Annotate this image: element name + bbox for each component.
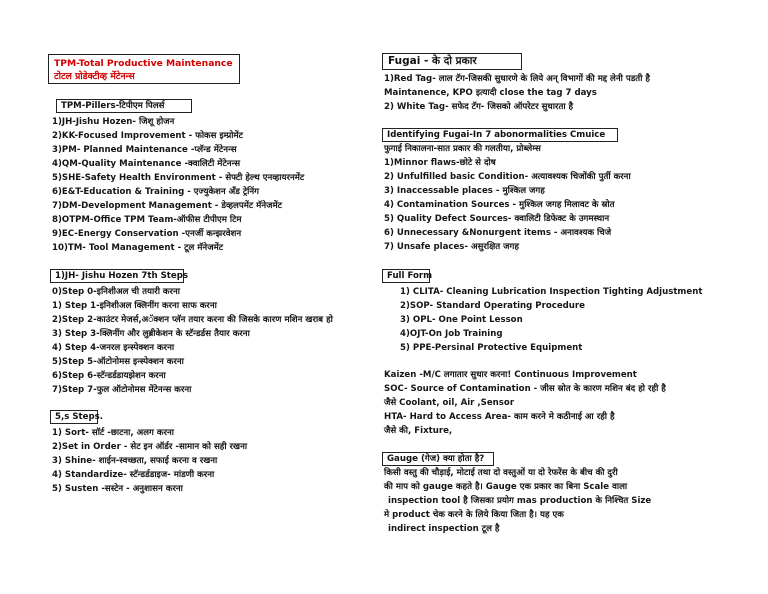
- pillar-item: 8)OTPM-Office TPM Team-ऑफीस टीपीएम टिम: [52, 215, 242, 225]
- pillar-item: 10)TM- Tool Management - टूल मॅनेजमेंट: [52, 243, 224, 253]
- fugai-heading: Fugai - के दो प्रकार: [382, 53, 522, 70]
- full-form-item: 4)OJT-On Job Training: [400, 329, 503, 339]
- tpm-title-hindi: टोटल प्रोडेक्टीव्ह मेंटेनन्स: [54, 71, 135, 82]
- jh-step-item: 3) Step 3-क्लिनींग और लुब्रीकेशन के स्टॅन्डर्डस तैयार करना: [52, 329, 250, 339]
- identifying-subheading: फुगाई निकालना-सात प्रकार की गलतीया, प्रोब्लेम्स: [384, 144, 541, 154]
- abnormality-item: 3) Inaccessable places - मुश्किल जगह: [384, 186, 545, 196]
- full-form-item: 2)SOP- Standard Operating Procedure: [400, 301, 585, 311]
- full-form-item: 1) CLITA- Cleaning Lubrication Inspection Tighting Adjustment: [400, 287, 703, 297]
- pillars-heading: TPM-Pillers-टिपीएम पिलर्स: [56, 99, 192, 113]
- full-form-item: 3) OPL- One Point Lesson: [400, 315, 523, 325]
- five-s-item: 5) Susten -सस्टेन - अनुशासन करना: [52, 484, 183, 494]
- soc-example: जैसे Coolant, oil, Air ,Sensor: [384, 398, 515, 408]
- pillar-item: 2)KK-Focused Improvement - फोकस इम्प्रोमेंट: [52, 131, 244, 141]
- five-s-heading: 5,s Steps.: [50, 410, 98, 424]
- gauge-heading: Gauge (गेज) क्या होता है?: [382, 452, 494, 466]
- soc-note: SOC- Source of Contamination - जीस स्रोत के कारण मशिन बंद हो रही है: [384, 384, 666, 394]
- tpm-title-english: TPM-Total Productive Maintenance: [54, 58, 233, 69]
- jh-step-item: 1) Step 1-इनिशीअल क्लिनींग करना साफ करना: [52, 301, 217, 311]
- gauge-line: inspection tool है जिसका प्रयोग mas production के निश्चित Size: [388, 496, 652, 506]
- jh-step-item: 0)Step 0-इनिशीअल ची तयारी करना: [52, 287, 181, 297]
- abnormality-item: 7) Unsafe places- असुरक्षित जगह: [384, 242, 519, 252]
- abnormality-item: 4) Contamination Sources - मुश्किल जगह मिलावट के स्रोत: [384, 200, 615, 210]
- hta-example: जैसे की, Fixture,: [384, 426, 453, 436]
- jh-step-item: 4) Step 4-जनरल इन्स्पेक्शन करना: [52, 343, 175, 353]
- identifying-heading: Identifying Fugai-In 7 abonormalities Cmuice: [382, 128, 618, 142]
- five-s-item: 2)Set in Order - सेट इन ऑर्डर -सामान को सही रखना: [52, 442, 248, 452]
- tpm-title-box: [48, 54, 240, 84]
- abnormality-item: 5) Quality Defect Sources- क्वालिटी डिफेक्ट के उगमस्थान: [384, 214, 610, 224]
- full-form-heading: Full Form: [382, 269, 430, 283]
- jh-step-item: 5)Step 5-ऑटोनोमस इन्स्पेक्शन करना: [52, 357, 184, 367]
- five-s-item: 1) Sort- सॉर्ट -छाटना, अलग करना: [52, 428, 174, 438]
- full-form-item: 5) PPE-Persinal Protective Equipment: [400, 343, 583, 353]
- fugai-item: 1)Red Tag- लाल टॅग-जिसकी सुधारणे के लिये अन् विभागों की मद्द लेनी पडती है: [384, 74, 650, 84]
- five-s-item: 3) Shine- शाईन-स्वच्छता, सफाई करना व रखना: [52, 456, 218, 466]
- gauge-line: indirect inspection टूल है: [388, 524, 500, 534]
- jh-step-item: 6)Step 6-स्टॅन्डर्डडायझेशन करना: [52, 371, 166, 381]
- pillar-item: 5)SHE-Safety Health Environment - सेफ्टी हेल्थ एनव्हायरनमेंट: [52, 173, 305, 183]
- gauge-line: किसी वस्तु की चौड़ाई, मोटाई तथा दो वस्तुओं या दो रेफरेंस के बीच की दुरी: [384, 468, 618, 478]
- five-s-item: 4) Standardize- स्टॅन्डर्डडाइज- मांडणी करना: [52, 470, 215, 480]
- jh-step-item: 7)Step 7-फुल ऑटोनोमस मेंटेनन्स करना: [52, 385, 192, 395]
- gauge-line: की माप को gauge कहते है। Gauge एक प्रकार का बिना Scale वाला: [384, 482, 628, 492]
- hta-note: HTA- Hard to Access Area- काम करने मे कठीनाई आ रही है: [384, 412, 615, 422]
- fugai-item: 2) White Tag- सफेद टॅग- जिसको ऑपरेटर सुधारता है: [384, 102, 574, 112]
- abnormality-item: 1)Minnor flaws-छोटे से दोष: [384, 158, 496, 168]
- abnormality-item: 2) Unfulfilled basic Condition- अत्यावश्यक चिजोंकी पुर्ती करना: [384, 172, 631, 182]
- jh-step-item: 2)Step 2-काउंटर मेजर्स,अॅक्शन प्लॅन तयार करना की जिसके कारण मशिन खराब हो: [52, 315, 333, 325]
- pillar-item: 4)QM-Quality Maintenance -क्वालिटी मेंटेनन्स: [52, 159, 241, 169]
- gauge-line: मे product चेक करने के लिये किया जिता है। यह एक: [384, 510, 564, 520]
- pillar-item: 7)DM-Development Management - डेव्हलपमेंट मॅनेजमेंट: [52, 201, 282, 211]
- pillar-item: 6)E&T-Education & Training - एज्युकेशन अँड ट्रेनिंग: [52, 187, 259, 197]
- fugai-item: Maintanence, KPO इत्यादी close the tag 7 days: [384, 88, 597, 98]
- pillar-item: 1)JH-Jishu Hozen- जिशू होजन: [52, 117, 175, 127]
- pillar-item: 3)PM- Planned Maintenance -प्लॅन्ड मेंटेनन्स: [52, 145, 237, 155]
- kaizen-note: Kaizen -M/C लगातार सुधार करना! Continuous Improvement: [384, 370, 637, 380]
- pillar-item: 9)EC-Energy Conservation -एनर्जी कन्झरवेशन: [52, 229, 242, 239]
- jh-steps-heading: 1)JH- Jishu Hozen 7th Steps: [50, 269, 184, 283]
- abnormality-item: 6) Unnecessary &Nonurgent items - अनावश्यक चिजे: [384, 228, 612, 238]
